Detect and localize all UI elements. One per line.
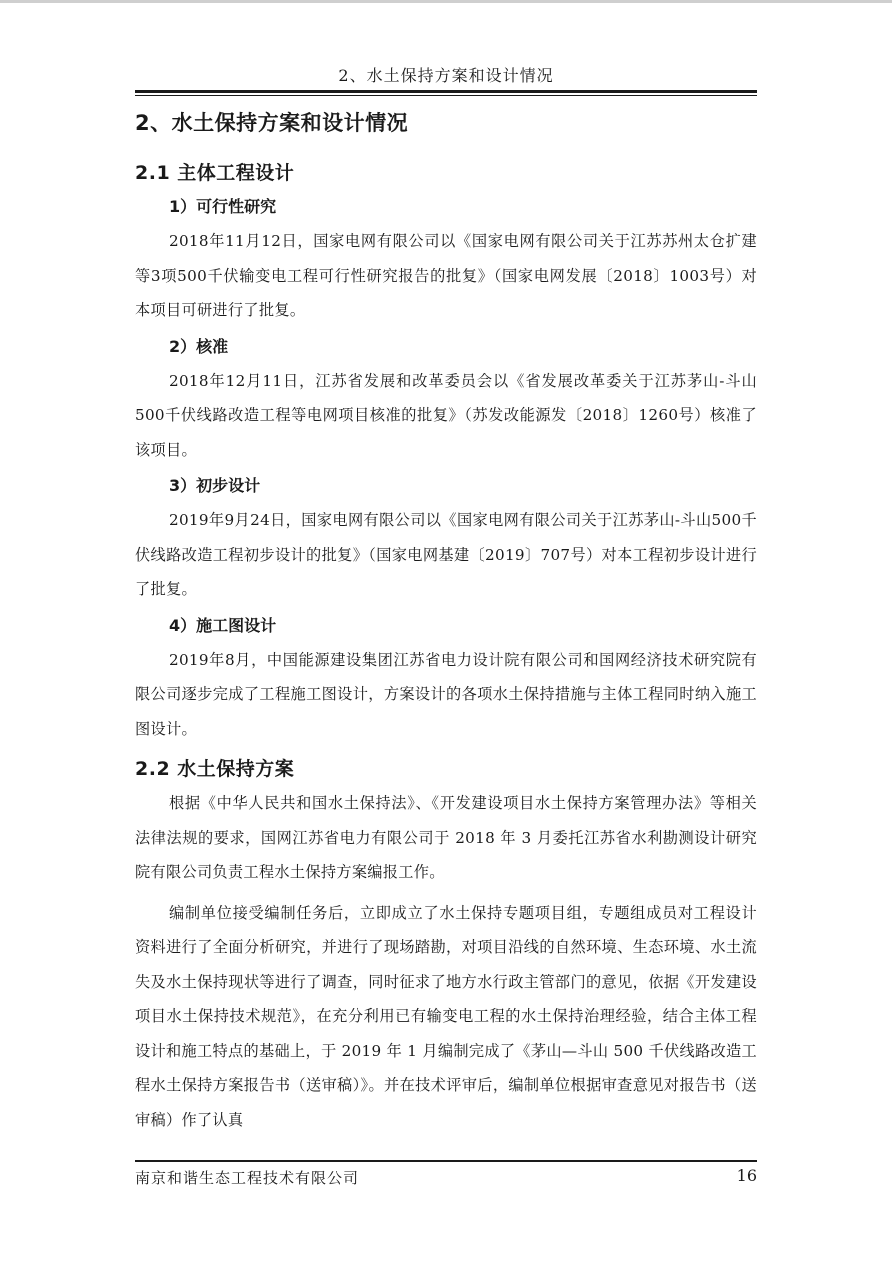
page-number: 16 [736,1166,757,1185]
item-paragraph-construction-drawing: 2019年8月，中国能源建设集团江苏省电力设计院有限公司和国网经济技术研究院有限公司逐步完成了工程施工图设计，方案设计的各项水土保持措施与主体工程同时纳入施工图设计。 [135,650,757,738]
section-title: 2、水土保持方案和设计情况 [135,111,409,135]
page-content [135,106,757,1139]
header-rule-thin [135,95,757,96]
plan-paragraph-2: 编制单位接受编制任务后，立即成立了水土保持专题项目组，专题组成员对工程设计资料进行了全面分析研究，并进行了现场踏勘，对项目沿线的自然环境、生态环境、水土流失及水土保持现状等进行了调查，同时征求了地方水行政主管部门的意见，依据《开发建设项目水土保持技术规范》，在充分利用已有输变电工程的水土保持治理经验，结合主体工程设计和施工特点的基础上，于 2019 年 1 月编制完成了《茅山—斗山 500 千伏线路改造工程水土保持方案报告书（送审稿）》。并在技术评审后，编制单位根据审查意见对报告书（送审稿）作了认真 [135,903,757,1129]
item-heading-construction-drawing: 4）施工图设计 [169,615,277,635]
plan-paragraph-1: 根据《中华人民共和国水土保持法》、《开发建设项目水土保持方案管理办法》等相关法律法规的要求，国网江苏省电力有限公司于 2018 年 3 月委托江苏省水利勘测设计研究院有限公司负责工程水土保持方案编报工作。 [135,794,757,881]
footer-rule [135,1160,757,1162]
running-header: 2、水土保持方案和设计情况 [338,66,554,85]
subsection-title-2-2: 2.2 水土保持方案 [135,758,295,780]
item-paragraph-feasibility: 2018年11月12日，国家电网有限公司以《国家电网有限公司关于江苏苏州太仓扩建等3项500千伏输变电工程可行性研究报告的批复》（国家电网发展〔2018〕1003号）对本项目可研进行了批复。 [135,232,757,319]
item-paragraph-approval: 2018年12月11日，江苏省发展和改革委员会以《省发展改革委关于江苏茅山-斗山500千伏线路改造工程等电网项目核准的批复》（苏发改能源发〔2018〕1260号）核准了该项目。 [135,371,757,459]
subsection-title-2-1: 2.1 主体工程设计 [135,162,295,184]
page-top-edge [0,0,892,3]
footer-company: 南京和谐生态工程技术有限公司 [135,1169,360,1187]
header-rule [135,90,757,93]
item-heading-feasibility: 1）可行性研究 [169,197,277,216]
item-heading-approval: 2）核准 [169,336,229,356]
item-paragraph-preliminary-design: 2019年9月24日，国家电网有限公司以《国家电网有限公司关于江苏茅山-斗山500千伏线路改造工程初步设计的批复》（国家电网基建〔2019〕707号）对本工程初步设计进行了批复。 [135,511,757,598]
item-heading-preliminary-design: 3）初步设计 [169,476,261,495]
